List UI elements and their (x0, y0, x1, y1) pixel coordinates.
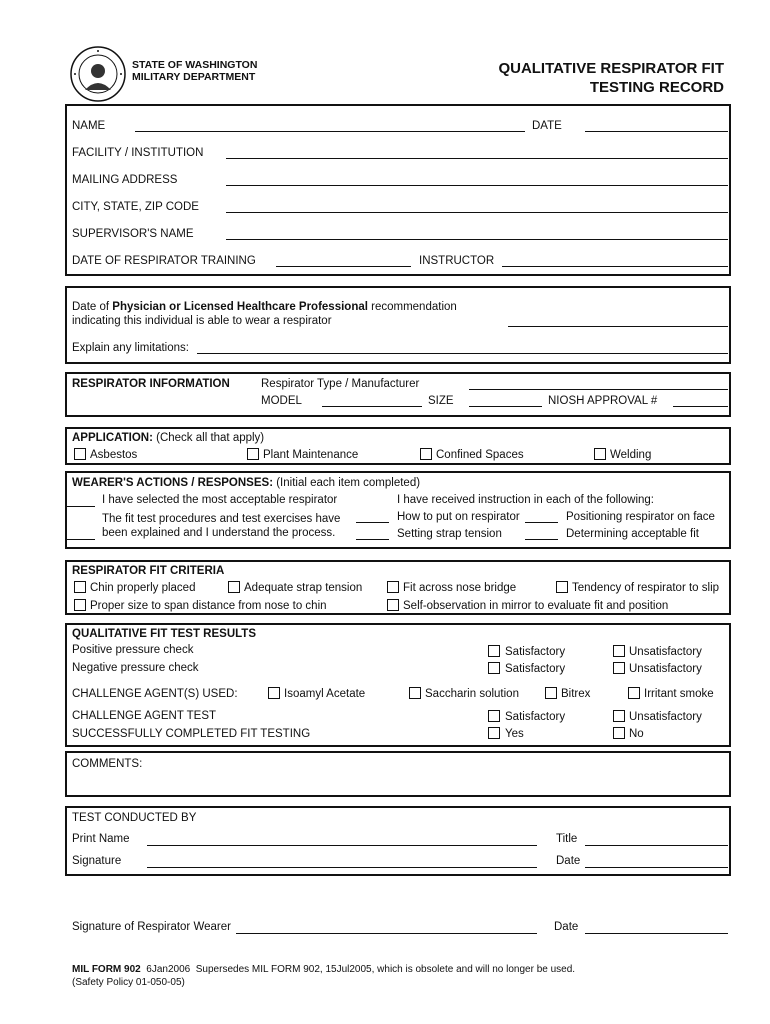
plant-maintenance-label: Plant Maintenance (263, 449, 359, 461)
limitations-label: Explain any limitations: (72, 342, 189, 354)
nose-bridge-checkbox[interactable] (387, 581, 399, 593)
isoamyl-checkbox[interactable] (268, 687, 280, 699)
strap-tension-label: Adequate strap tension (244, 582, 363, 594)
size-field[interactable] (469, 406, 542, 407)
conducted-date-field[interactable] (585, 867, 728, 868)
plant-maintenance-checkbox[interactable] (247, 448, 259, 460)
completed-no-checkbox[interactable] (613, 727, 625, 739)
physician-prefix: Date of (72, 301, 113, 313)
model-field[interactable] (322, 406, 422, 407)
initial-positioning-field[interactable] (525, 522, 558, 523)
niosh-label: NIOSH APPROVAL # (548, 395, 658, 407)
supervisor-field[interactable] (226, 239, 728, 240)
training-date-label: DATE OF RESPIRATOR TRAINING (72, 255, 256, 267)
agent-satisfactory-checkbox[interactable] (488, 710, 500, 722)
agents-label: CHALLENGE AGENT(S) USED: (72, 688, 238, 700)
state-seal-icon (70, 46, 126, 102)
strap-tension-checkbox[interactable] (228, 581, 240, 593)
footer-form-id: MIL FORM 902 (72, 964, 141, 975)
conducted-date-label: Date (556, 855, 581, 867)
fit-text: Determining acceptable fit (566, 528, 699, 540)
negative-check-label: Negative pressure check (72, 662, 199, 674)
title-label: Title (556, 833, 578, 845)
positive-satisfactory-label: Satisfactory (505, 646, 566, 658)
physician-suffix: recommendation (367, 301, 457, 313)
wearer-date-label: Date (554, 921, 579, 933)
nose-bridge-label: Fit across nose bridge (403, 582, 517, 594)
physician-date-field[interactable] (508, 326, 728, 327)
selected-respirator-text: I have selected the most acceptable respirator (102, 494, 338, 506)
footer-line-1 (72, 963, 575, 977)
physician-bold: Physician or Licensed Healthcare Professional (112, 301, 368, 313)
mirror-label: Self-observation in mirror to evaluate fit and position (403, 600, 669, 612)
negative-unsatisfactory-label: Unsatisfactory (629, 663, 702, 675)
comments-section[interactable] (65, 751, 731, 797)
initial-strap-field[interactable] (356, 539, 389, 540)
respirator-type-field[interactable] (469, 389, 728, 390)
application-note: (Check all that apply) (152, 432, 265, 444)
application-heading (72, 431, 264, 445)
slip-label: Tendency of respirator to slip (572, 582, 720, 594)
chin-checkbox[interactable] (74, 581, 86, 593)
size-label: SIZE (428, 395, 454, 407)
initial-fit-field[interactable] (525, 539, 558, 540)
positive-unsatisfactory-label: Unsatisfactory (629, 646, 702, 658)
welding-checkbox[interactable] (594, 448, 606, 460)
asbestos-checkbox[interactable] (74, 448, 86, 460)
agent-unsatisfactory-checkbox[interactable] (613, 710, 625, 722)
confined-spaces-label: Confined Spaces (436, 449, 524, 461)
respirator-heading: RESPIRATOR INFORMATION (72, 378, 230, 390)
limitations-field[interactable] (197, 353, 728, 354)
personal-info-section (65, 104, 731, 276)
positioning-text: Positioning respirator on face (566, 511, 715, 523)
negative-satisfactory-label: Satisfactory (505, 663, 566, 675)
negative-unsatisfactory-checkbox[interactable] (613, 662, 625, 674)
instructor-label: INSTRUCTOR (419, 255, 495, 267)
explained-text-1: The fit test procedures and test exercises have (102, 513, 341, 525)
positive-satisfactory-checkbox[interactable] (488, 645, 500, 657)
org-line-1: STATE OF WASHINGTON (132, 59, 258, 71)
negative-satisfactory-checkbox[interactable] (488, 662, 500, 674)
welding-label: Welding (610, 449, 652, 461)
facility-label: FACILITY / INSTITUTION (72, 147, 204, 159)
respirator-type-label: Respirator Type / Manufacturer (261, 378, 420, 390)
training-date-field[interactable] (276, 266, 411, 267)
wearer-note: (Initial each item completed) (273, 477, 421, 489)
mirror-checkbox[interactable] (387, 599, 399, 611)
conducted-heading: TEST CONDUCTED BY (72, 812, 197, 824)
irritant-smoke-checkbox[interactable] (628, 687, 640, 699)
name-label: NAME (72, 120, 106, 132)
wearer-date-field[interactable] (585, 933, 728, 934)
title-field[interactable] (585, 845, 728, 846)
initial-put-on-field[interactable] (356, 522, 389, 523)
application-title: APPLICATION: (72, 432, 153, 444)
bitrex-checkbox[interactable] (545, 687, 557, 699)
criteria-heading: RESPIRATOR FIT CRITERIA (72, 565, 225, 577)
form-title (498, 59, 724, 97)
wearer-signature-field[interactable] (236, 933, 537, 934)
bitrex-label: Bitrex (561, 688, 591, 700)
city-label: CITY, STATE, ZIP CODE (72, 201, 199, 213)
physician-line-1 (72, 300, 457, 314)
name-field[interactable] (135, 131, 525, 132)
wearer-title: WEARER'S ACTIONS / RESPONSES: (72, 477, 274, 489)
saccharin-label: Saccharin solution (425, 688, 519, 700)
physician-line-2: indicating this individual is able to wear a respirator (72, 315, 332, 327)
mailing-field[interactable] (226, 185, 728, 186)
signature-field[interactable] (147, 867, 537, 868)
completed-label: SUCCESSFULLY COMPLETED FIT TESTING (72, 728, 311, 740)
wearer-heading (72, 476, 420, 490)
irritant-smoke-label: Irritant smoke (644, 688, 714, 700)
instructor-field[interactable] (502, 266, 728, 267)
footer-supersedes: 6Jan2006 Supersedes MIL FORM 902, 15Jul2005, which is obsolete and will no longer be used. (140, 964, 576, 975)
date-field[interactable] (585, 131, 728, 132)
form-title-line-1: QUALITATIVE RESPIRATOR FIT (498, 60, 724, 77)
agent-test-label: CHALLENGE AGENT TEST (72, 710, 217, 722)
print-name-field[interactable] (147, 845, 537, 846)
org-line-2: MILITARY DEPARTMENT (132, 71, 256, 83)
mailing-label: MAILING ADDRESS (72, 174, 178, 186)
initial-selected-field[interactable] (67, 506, 95, 507)
positive-check-label: Positive pressure check (72, 644, 194, 656)
results-heading: QUALITATIVE FIT TEST RESULTS (72, 628, 256, 640)
model-label: MODEL (261, 395, 302, 407)
completed-yes-checkbox[interactable] (488, 727, 500, 739)
initial-explained-field[interactable] (67, 539, 95, 540)
niosh-field[interactable] (673, 406, 728, 407)
proper-size-label: Proper size to span distance from nose to chin (90, 600, 327, 612)
wearer-signature-label: Signature of Respirator Wearer (72, 921, 231, 933)
print-name-label: Print Name (72, 833, 130, 845)
form-title-line-2: TESTING RECORD (589, 79, 724, 96)
agent-satisfactory-label: Satisfactory (505, 711, 566, 723)
city-field[interactable] (226, 212, 728, 213)
supervisor-label: SUPERVISOR'S NAME (72, 228, 194, 240)
slip-checkbox[interactable] (556, 581, 568, 593)
isoamyl-label: Isoamyl Acetate (284, 688, 366, 700)
facility-field[interactable] (226, 158, 728, 159)
footer-line-2: (Safety Policy 01-050-05) (72, 977, 185, 988)
explained-text-2: been explained and I understand the process. (102, 527, 336, 539)
completed-no-label: No (629, 728, 644, 740)
comments-label: COMMENTS: (72, 758, 143, 770)
completed-yes-label: Yes (505, 728, 524, 740)
positive-unsatisfactory-checkbox[interactable] (613, 645, 625, 657)
agent-unsatisfactory-label: Unsatisfactory (629, 711, 702, 723)
proper-size-checkbox[interactable] (74, 599, 86, 611)
instruction-text: I have received instruction in each of the following: (397, 494, 654, 506)
strap-text: Setting strap tension (397, 528, 502, 540)
asbestos-label: Asbestos (90, 449, 138, 461)
signature-label: Signature (72, 855, 122, 867)
chin-label: Chin properly placed (90, 582, 196, 594)
confined-spaces-checkbox[interactable] (420, 448, 432, 460)
date-label: DATE (532, 120, 562, 132)
put-on-text: How to put on respirator (397, 511, 520, 523)
saccharin-checkbox[interactable] (409, 687, 421, 699)
